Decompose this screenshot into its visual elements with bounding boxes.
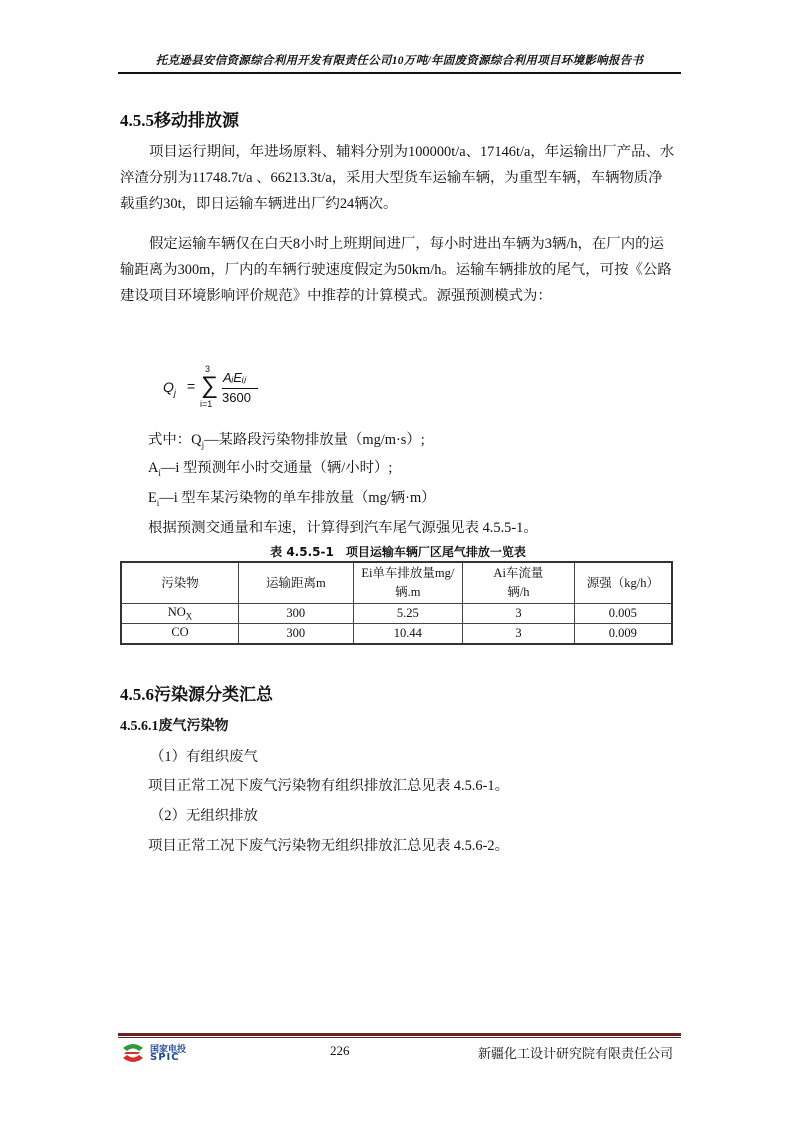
header-source-strength: 源强（kg/h）: [574, 562, 672, 604]
list-item-organized: （1）有组织废气: [150, 749, 258, 765]
table-header-row: [121, 562, 672, 604]
header-emission-factor: Ei单车排放量mg/ 辆.m: [353, 562, 463, 604]
paragraph-2: 假定运输车辆仅在白天8小时上班期间进厂，每小时进出车辆为3辆/h，在厂内的运输距离为300m，厂内的车辆行驶速度假定为50km/h。运输车辆排放的尾气，可按《公路建设项目环境影响评价规范》中推荐的计算模式。源强预测模式为：: [120, 236, 672, 304]
definition-q: 式中：$Q_j—$某路段污染物排放量（mg/m·s）;: [148, 432, 425, 450]
table-row: [121, 604, 672, 624]
document-header: 托克逊县安信资源综合利用开发有限责任公司10万吨/年固废资源综合利用项目环境影响报告书: [155, 55, 644, 67]
logo-text-en: SPIC: [150, 1052, 180, 1063]
table-row: [121, 624, 672, 645]
paragraph-organized: 项目正常工况下废气污染物有组织排放汇总见表 4.5.6-1。: [148, 778, 509, 794]
formula-lhs: $Q_j$: [163, 379, 176, 398]
paragraph-1: 项目运行期间，年进场原料、辅料分别为100000t/a、17146t/a，年运输出厂产品、水淬渣分别为11748.7t/a 、66213.3t/a，采用大型货车运输车辆，为重型车辆，车辆物质净载重约30t，即日运输车辆进出厂约24辆次。: [120, 144, 675, 212]
header-divider: [118, 72, 681, 74]
cell-distance: 300: [239, 624, 354, 645]
list-item-unorganized: （2）无组织排放: [150, 808, 258, 824]
paragraph-3: 根据预测交通量和车速，计算得到汽车尾气源强见表 4.5.5-1。: [148, 520, 538, 536]
formula-equals: =: [187, 378, 196, 394]
page-number: 226: [330, 1043, 350, 1058]
formula-numerator: AᵢEᵢⱼ: [223, 370, 246, 385]
cell-emission: 10.44: [353, 624, 463, 645]
formula-lower-limit: i=1: [200, 399, 213, 409]
spic-logo-icon: [120, 1042, 146, 1064]
definition-a: $A_i—i$ 型预测年小时交通量（辆/小时）;: [148, 460, 393, 478]
cell-emission: 5.25: [353, 604, 463, 624]
definition-e: $E_i—i$ 型车某污染物的单车排放量（mg/辆·m）: [148, 490, 436, 508]
cell-pollutant: CO: [121, 624, 239, 645]
cell-strength: 0.005: [574, 604, 672, 624]
cell-pollutant: $NO_X$: [121, 604, 239, 624]
logo-text-cn: 国家电投: [150, 1045, 187, 1055]
cell-flow: 3: [463, 624, 575, 645]
spic-logo: [120, 1042, 210, 1064]
header-pollutant: 污染物: [121, 562, 239, 604]
cell-distance: 300: [239, 604, 354, 624]
emission-table: [120, 561, 673, 645]
cell-flow: 3: [463, 604, 575, 624]
footer-divider-thin: [118, 1037, 681, 1038]
paragraph-unorganized: 项目正常工况下废气污染物无组织排放汇总见表 4.5.6-2。: [148, 838, 509, 854]
subsection-heading-4-5-6-1: 4.5.6.1废气污染物: [120, 719, 229, 734]
header-distance: 运输距离m: [239, 562, 354, 604]
header-traffic-flow: Ai车流量 辆/h: [463, 562, 575, 604]
emission-formula: [163, 366, 273, 416]
formula-fraction-bar: [222, 388, 258, 389]
section-heading-4-5-5: 4.5.5移动排放源: [120, 111, 239, 130]
formula-upper-limit: 3: [205, 364, 211, 374]
footer-company: 新疆化工设计研究院有限责任公司: [478, 1046, 674, 1061]
section-heading-4-5-6: 4.5.6污染源分类汇总: [120, 685, 273, 704]
cell-strength: 0.009: [574, 624, 672, 645]
table-caption: 表 4.5.5-1 项目运输车辆厂区尾气排放一览表: [270, 545, 526, 559]
footer-divider: [118, 1033, 681, 1036]
formula-sum-symbol: ∑: [201, 372, 219, 399]
formula-denominator: 3600: [222, 390, 251, 405]
